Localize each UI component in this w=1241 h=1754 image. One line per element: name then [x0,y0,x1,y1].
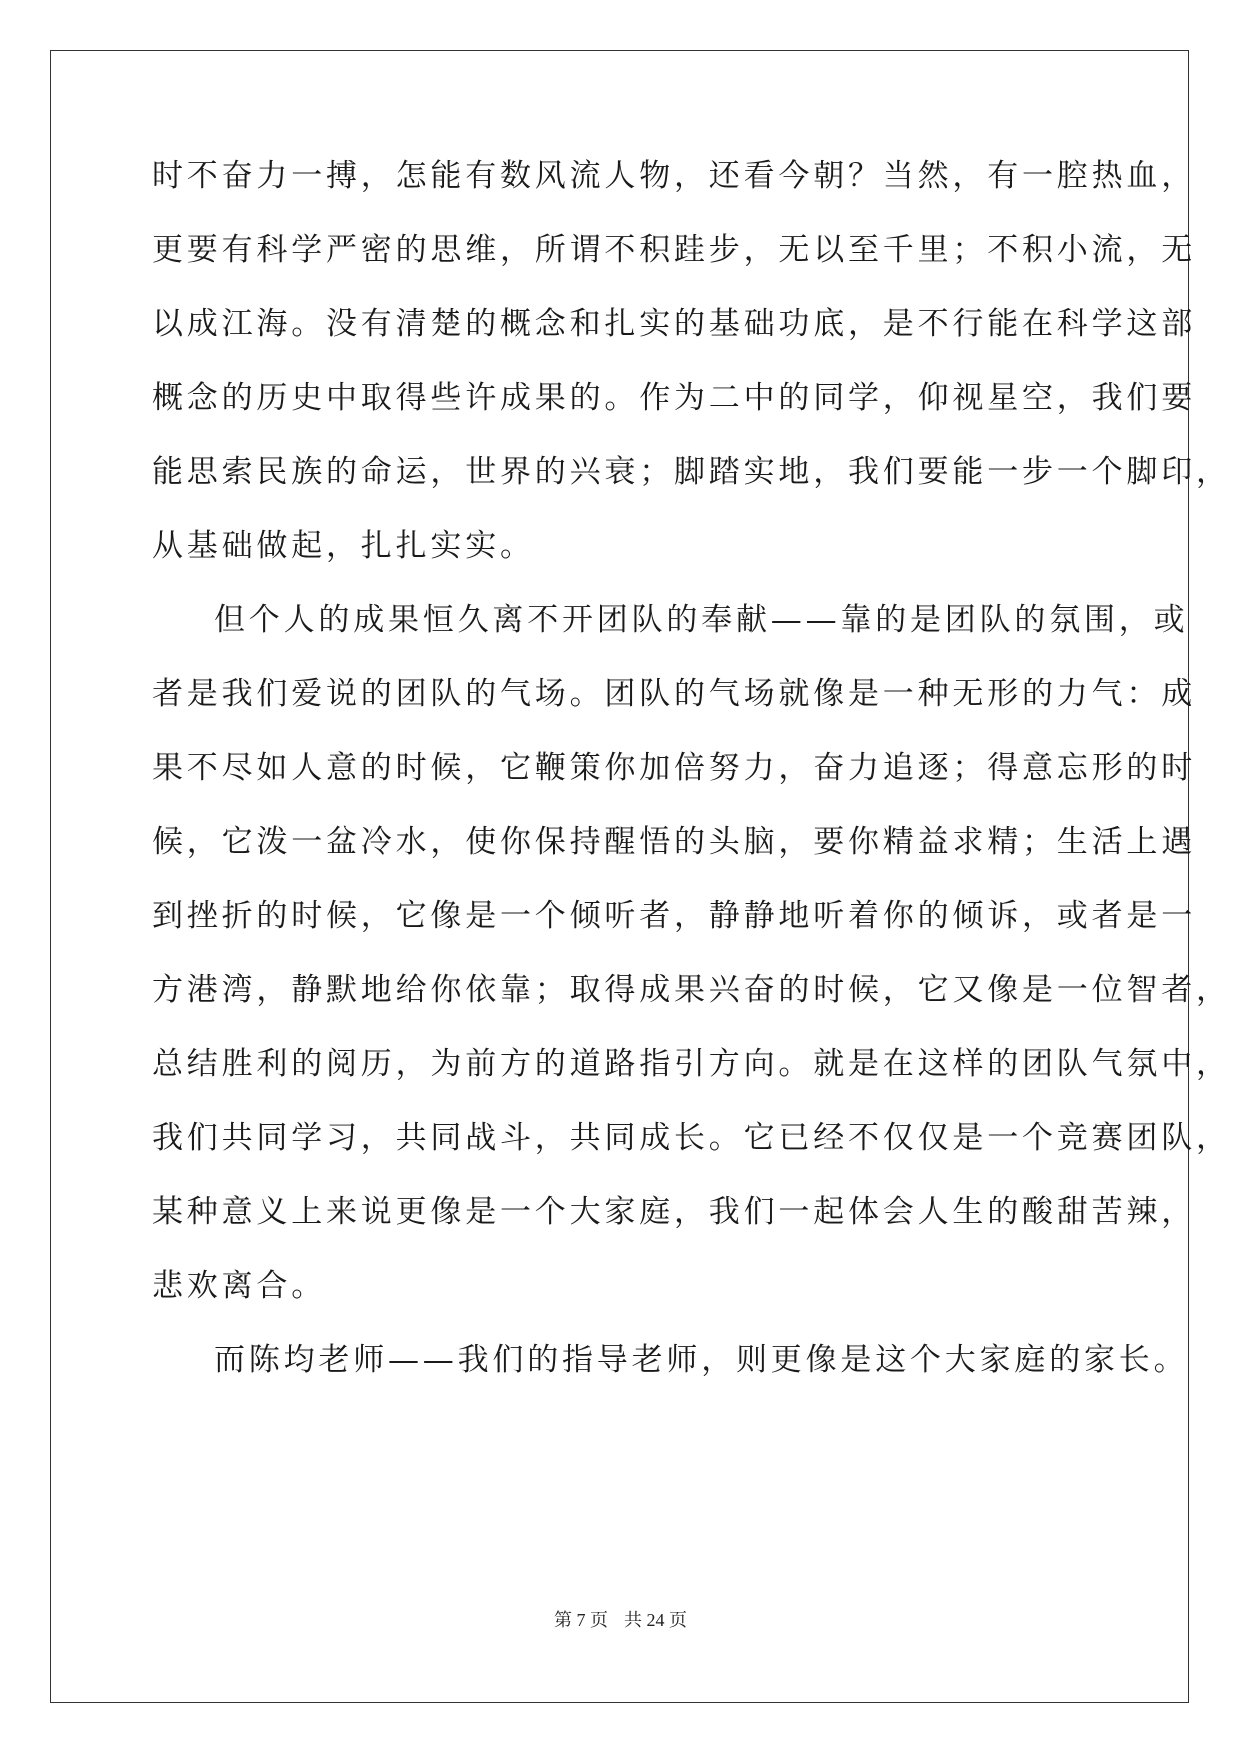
text-line: 更要有科学严密的思维，所谓不积跬步，无以至千里；不积小流，无 [152,232,1196,268]
paragraph-first-line: 而陈均老师——我们的指导老师，则更像是这个大家庭的家长。 [214,1342,1189,1378]
paragraph-first-line: 但个人的成果恒久离不开团队的奉献——靠的是团队的氛围，或 [214,602,1189,638]
page-footer [0,1608,1241,1632]
text-line: 我们共同学习，共同战斗，共同成长。它已经不仅仅是一个竞赛团队， [152,1120,1231,1156]
page-total: 共 24 页 [624,1610,687,1630]
text-line: 某种意义上来说更像是一个大家庭，我们一起体会人生的酸甜苦辣， [152,1194,1196,1230]
text-line: 悲欢离合。 [152,1268,326,1304]
text-line: 者是我们爱说的团队的气场。团队的气场就像是一种无形的力气：成 [152,676,1196,712]
text-line: 候，它泼一盆冷水，使你保持醒悟的头脑，要你精益求精；生活上遇 [152,824,1196,860]
text-line: 总结胜利的阅历，为前方的道路指引方向。就是在这样的团队气氛中， [152,1046,1231,1082]
text-line: 以成江海。没有清楚的概念和扎实的基础功底，是不行能在科学这部 [152,306,1196,342]
page-border [50,50,1189,1703]
page-number: 第 7 页 [554,1610,608,1630]
text-line: 时不奋力一搏，怎能有数风流人物，还看今朝？当然，有一腔热血， [152,158,1196,194]
text-line: 概念的历史中取得些许成果的。作为二中的同学，仰视星空，我们要 [152,380,1196,416]
text-line: 果不尽如人意的时候，它鞭策你加倍努力，奋力追逐；得意忘形的时 [152,750,1196,786]
text-line: 能思索民族的命运，世界的兴衰；脚踏实地，我们要能一步一个脚印， [152,454,1231,490]
text-line: 方港湾，静默地给你依靠；取得成果兴奋的时候，它又像是一位智者， [152,972,1231,1008]
text-line: 到挫折的时候，它像是一个倾听者，静静地听着你的倾诉，或者是一 [152,898,1196,934]
text-line: 从基础做起，扎扎实实。 [152,528,535,564]
